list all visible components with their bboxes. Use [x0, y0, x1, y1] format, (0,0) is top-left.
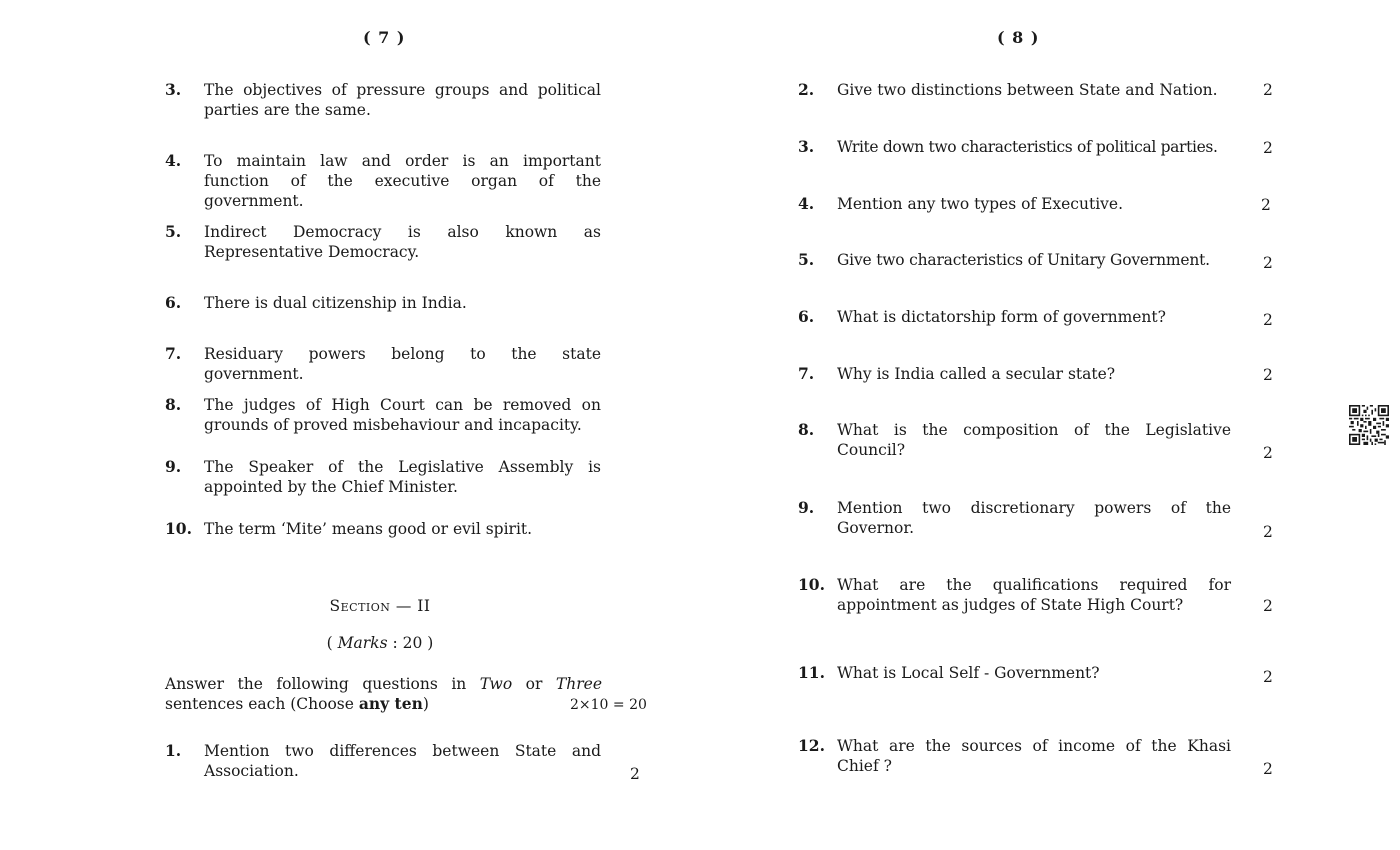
question-number: 7. [798, 364, 815, 383]
section-instruction [165, 674, 602, 714]
question-number: 4. [798, 194, 815, 213]
qr-code-icon [1349, 405, 1389, 445]
question-marks: 2 [1263, 444, 1273, 462]
instruction-or: or [512, 675, 556, 693]
statement-number: 10. [165, 519, 192, 538]
question-marks: 2 [1263, 668, 1273, 686]
statement-number: 7. [165, 344, 182, 363]
statement-number: 3. [165, 80, 182, 99]
statement-text: The objectives of pressure groups and political parties are the same. [204, 81, 601, 119]
instruction-two: Two [479, 675, 513, 693]
question-text: Mention any two types of Executive. [837, 195, 1124, 213]
question-number: 9. [798, 498, 815, 517]
statement-number: 8. [165, 395, 182, 414]
statement-text: Indirect Democracy is also known as Representative Democracy. [204, 223, 601, 261]
question-text: Give two characteristics of Unitary Government. [837, 251, 1210, 269]
statement-text: The Speaker of the Legislative Assembly is appointed by the Chief Minister. [204, 458, 601, 496]
question-marks: 2 [1263, 254, 1273, 272]
question-marks: 2 [1263, 523, 1273, 541]
question-text: Give two distinctions between State and Nation. [837, 81, 1218, 99]
page-number-left: ( 7 ) [363, 28, 406, 47]
question-number: 3. [798, 137, 815, 156]
question-text: Write down two characteristics of political parties. [837, 138, 1218, 156]
question-marks: 2 [1263, 139, 1273, 157]
instruction-text-2: sentences each (Choose [165, 695, 359, 713]
page-number-right: ( 8 ) [997, 28, 1040, 47]
statement-text: The judges of High Court can be removed on grounds of proved misbehaviour and incapacity. [204, 396, 601, 434]
question-marks: 2 [1263, 81, 1273, 99]
question-number: 10. [798, 575, 825, 594]
question-marks: 2 [1263, 366, 1273, 384]
question-marks: 2 [1263, 597, 1273, 615]
section-marks: ( Marks : 20 ) [326, 634, 434, 652]
question-text: What are the qualifications required for appointment as judges of State High Court? [837, 576, 1231, 614]
question-number: 8. [798, 420, 815, 439]
statement-text: To maintain law and order is an important function of the executive organ of the government. [204, 152, 601, 210]
statement-text: The term ‘Mite’ means good or evil spirit. [204, 520, 533, 538]
statement-number: 5. [165, 222, 182, 241]
statement-number: 9. [165, 457, 182, 476]
question-number: 6. [798, 307, 815, 326]
marks-label: Marks [337, 634, 388, 652]
instruction-any-ten: any ten [358, 694, 423, 713]
question-text: Mention two discretionary powers of the Governor. [837, 499, 1231, 537]
statement-number: 4. [165, 151, 182, 170]
section-total-marks: 2×10 = 20 [570, 697, 647, 713]
marks-value: 20 [402, 634, 423, 652]
statement-number: 6. [165, 293, 182, 312]
question-text: What is the composition of the Legislative Council? [837, 421, 1231, 459]
question-text: Mention two differences between State and Association. [204, 742, 601, 780]
question-text: Why is India called a secular state? [837, 365, 1116, 383]
instruction-text: Answer the following questions in [165, 675, 480, 693]
question-number: 2. [798, 80, 815, 99]
question-marks: 2 [1263, 311, 1273, 329]
qr-code-pattern [1349, 405, 1389, 445]
question-number: 12. [798, 736, 825, 755]
question-marks: 2 [1261, 196, 1271, 214]
question-text: What is Local Self - Government? [837, 664, 1100, 682]
question-number: 1. [165, 741, 182, 760]
question-number: 5. [798, 250, 815, 269]
question-marks: 2 [630, 765, 640, 783]
section-title: Section — II [329, 597, 431, 615]
question-text: What is dictatorship form of government? [837, 308, 1166, 326]
instruction-three: Three [555, 675, 602, 693]
statement-text: Residuary powers belong to the state government. [204, 345, 601, 383]
question-text: What are the sources of income of the Khasi Chief ? [837, 737, 1231, 775]
question-number: 11. [798, 663, 825, 682]
statement-text: There is dual citizenship in India. [204, 294, 467, 312]
question-marks: 2 [1263, 760, 1273, 778]
instruction-text-3: ) [422, 695, 429, 713]
